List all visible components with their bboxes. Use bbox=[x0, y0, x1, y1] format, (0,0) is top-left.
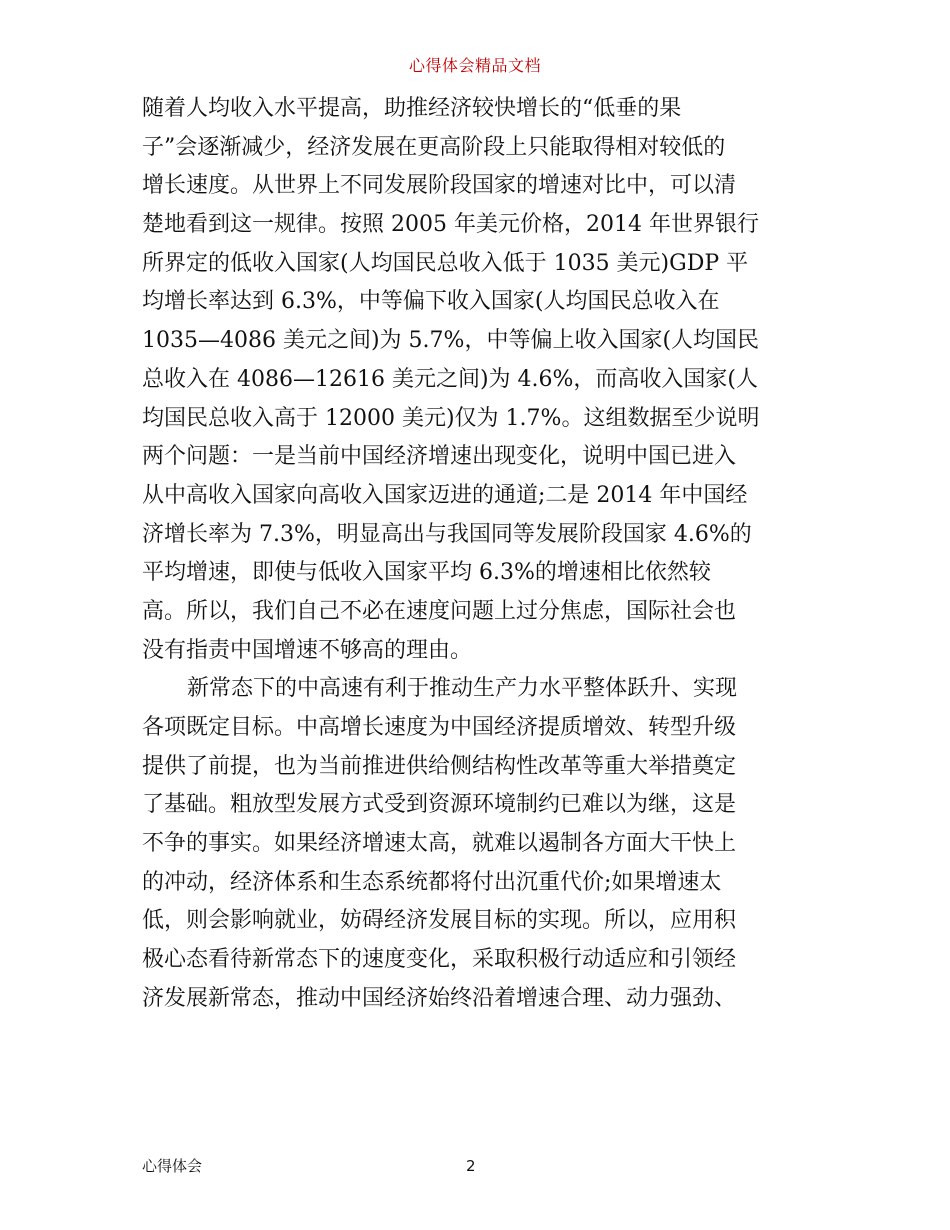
text-line: 平均增速，即使与低收入国家平均 6.3%的增速相比依然较 bbox=[142, 560, 711, 586]
page-header-title: 心得体会精品文档 bbox=[408, 56, 541, 75]
text-line: 均国民总收入高于 12000 美元)仅为 1.7%。这组数据至少说明 bbox=[142, 405, 760, 431]
text-line: 了基础。粗放型发展方式受到资源环境制约已难以为继，这是 bbox=[142, 792, 737, 818]
text-line: 1035—4086 美元之间)为 5.7%，中等偏上收入国家(人均国民 bbox=[142, 328, 760, 354]
text-line: 楚地看到这一规律。按照 2005 年美元价格，2014 年世界银行 bbox=[142, 212, 759, 238]
text-line: 各项既定目标。中高增长速度为中国经济提质增效、转型升级 bbox=[142, 715, 737, 740]
document-body bbox=[142, 90, 812, 1019]
text-line: 两个问题：一是当前中国经济增速出现变化，说明中国已进入 bbox=[142, 444, 737, 470]
text-line: 低，则会影响就业，妨碍经济发展目标的实现。所以，应用积 bbox=[142, 908, 737, 934]
text-line: 均增长率达到 6.3%，中等偏下收入国家(人均国民总收入在 bbox=[142, 289, 720, 315]
text-line: 济发展新常态，推动中国经济始终沿着增速合理、动力强劲、 bbox=[142, 985, 737, 1011]
text-line: 总收入在 4086—12616 美元之间)为 4.6%，而高收入国家(人 bbox=[142, 366, 759, 392]
text-line: 的冲动，经济体系和生态系统都将付出沉重代价;如果增速太 bbox=[142, 869, 722, 895]
text-line: 提供了前提，也为当前推进供给侧结构性改革等重大举措奠定 bbox=[142, 753, 737, 779]
text-line: 不争的事实。如果经济增速太高，就难以遏制各方面大干快上 bbox=[142, 831, 737, 857]
text-line: 高。所以，我们自己不必在速度问题上过分焦虑，国际社会也 bbox=[142, 598, 737, 624]
text-line: 极心态看待新常态下的速度变化，采取积极行动适应和引领经 bbox=[142, 947, 737, 973]
text-line: 随着人均收入水平提高，助推经济较快增长的“低垂的果 bbox=[142, 96, 682, 121]
text-line: 没有指责中国增速不够高的理由。 bbox=[142, 637, 473, 663]
footer-label: 心得体会 bbox=[142, 1157, 203, 1175]
page-number: 2 bbox=[466, 1157, 476, 1175]
text-line: 从中高收入国家向高收入国家迈进的通道;二是 2014 年中国经 bbox=[142, 482, 748, 508]
text-line: 增长速度。从世界上不同发展阶段国家的增速对比中，可以清 bbox=[142, 173, 737, 199]
text-line: 子”会逐渐减少，经济发展在更高阶段上只能取得相对较低的 bbox=[142, 134, 726, 160]
paragraph-start-line: 新常态下的中高速有利于推动生产力水平整体跃升、实现 bbox=[187, 676, 738, 702]
text-line: 济增长率为 7.3%，明显高出与我国同等发展阶段国家 4.6%的 bbox=[142, 521, 752, 547]
text-line: 所界定的低收入国家(人均国民总收入低于 1035 美元)GDP 平 bbox=[142, 250, 749, 276]
